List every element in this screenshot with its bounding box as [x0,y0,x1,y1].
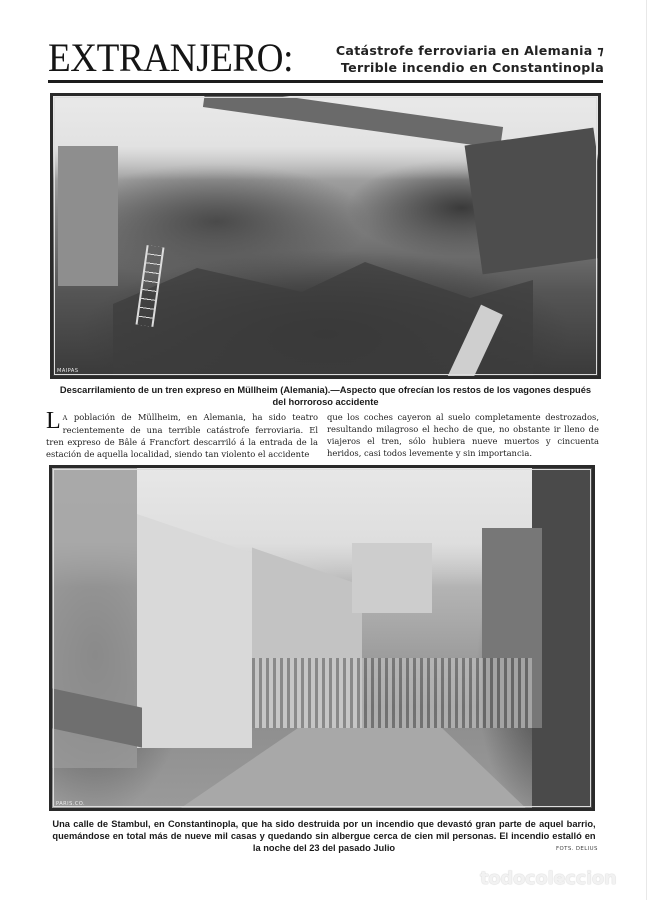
engraver-credit: PARIS.CO. [56,801,86,807]
street-crowd [252,658,532,728]
header-rule [48,80,603,83]
wreck-carriage-right [465,128,601,275]
column-1-text: población de Müllheim, en Alemania, ha sido teatro recientemente de una terrible catástrofe ferroviaria. El tren expreso de Bâle á Francfort descarriló á la entrada de la estación de aquella localidad, siendo tan violento el accidente [46,412,318,460]
article-column-2: que los coches cayeron al suelo completamente destrozados, resultando milagroso el hecho de que, no obstante ir lleno de viajeros el tren, sólo hubiera nueve muertos y cincuenta heridos, casi todos levemente y sin importancia. [327,412,599,459]
engraver-credit: MAIPAS [57,368,79,374]
article-column-1 [46,408,318,460]
page-header [48,35,604,82]
subtitle-line-1: Catástrofe ferroviaria en Alemania ⁊ [335,43,604,58]
watermark: todocoleccion [480,868,617,889]
train-wreck-photo [50,93,601,379]
building-left-facade [137,488,252,748]
stambul-street-photo [49,465,595,811]
wreck-carriage-left [58,146,118,286]
building-distant [352,543,432,613]
photo-credit: FOTS. DELIUS [556,846,598,852]
wreck-roof-beam [203,93,503,149]
train-wreck-caption: Descarrilamiento de un tren expreso en Müllheim (Alemania).—Aspecto que ofrecían los restos de los vagones después del horroroso accidente [59,385,592,408]
subtitle-line-2: Terrible incendio en Constantinopla [340,60,604,75]
headline-subtitles [286,42,604,76]
stambul-caption: Una calle de Stambul, en Constantinopla, que ha sido destruida por un incendio que devastó gran parte de aquel barrio, quemándose en total más de nueve mil casas y quedando sin albergue cerca de cien mil personas. El incendio estalló en la noche del 23 del pasado Julio [52,819,596,854]
section-title: EXTRANJERO: [48,35,293,80]
smallcap: A [62,414,68,422]
dropcap: L [46,408,61,434]
page-edge [646,0,647,900]
